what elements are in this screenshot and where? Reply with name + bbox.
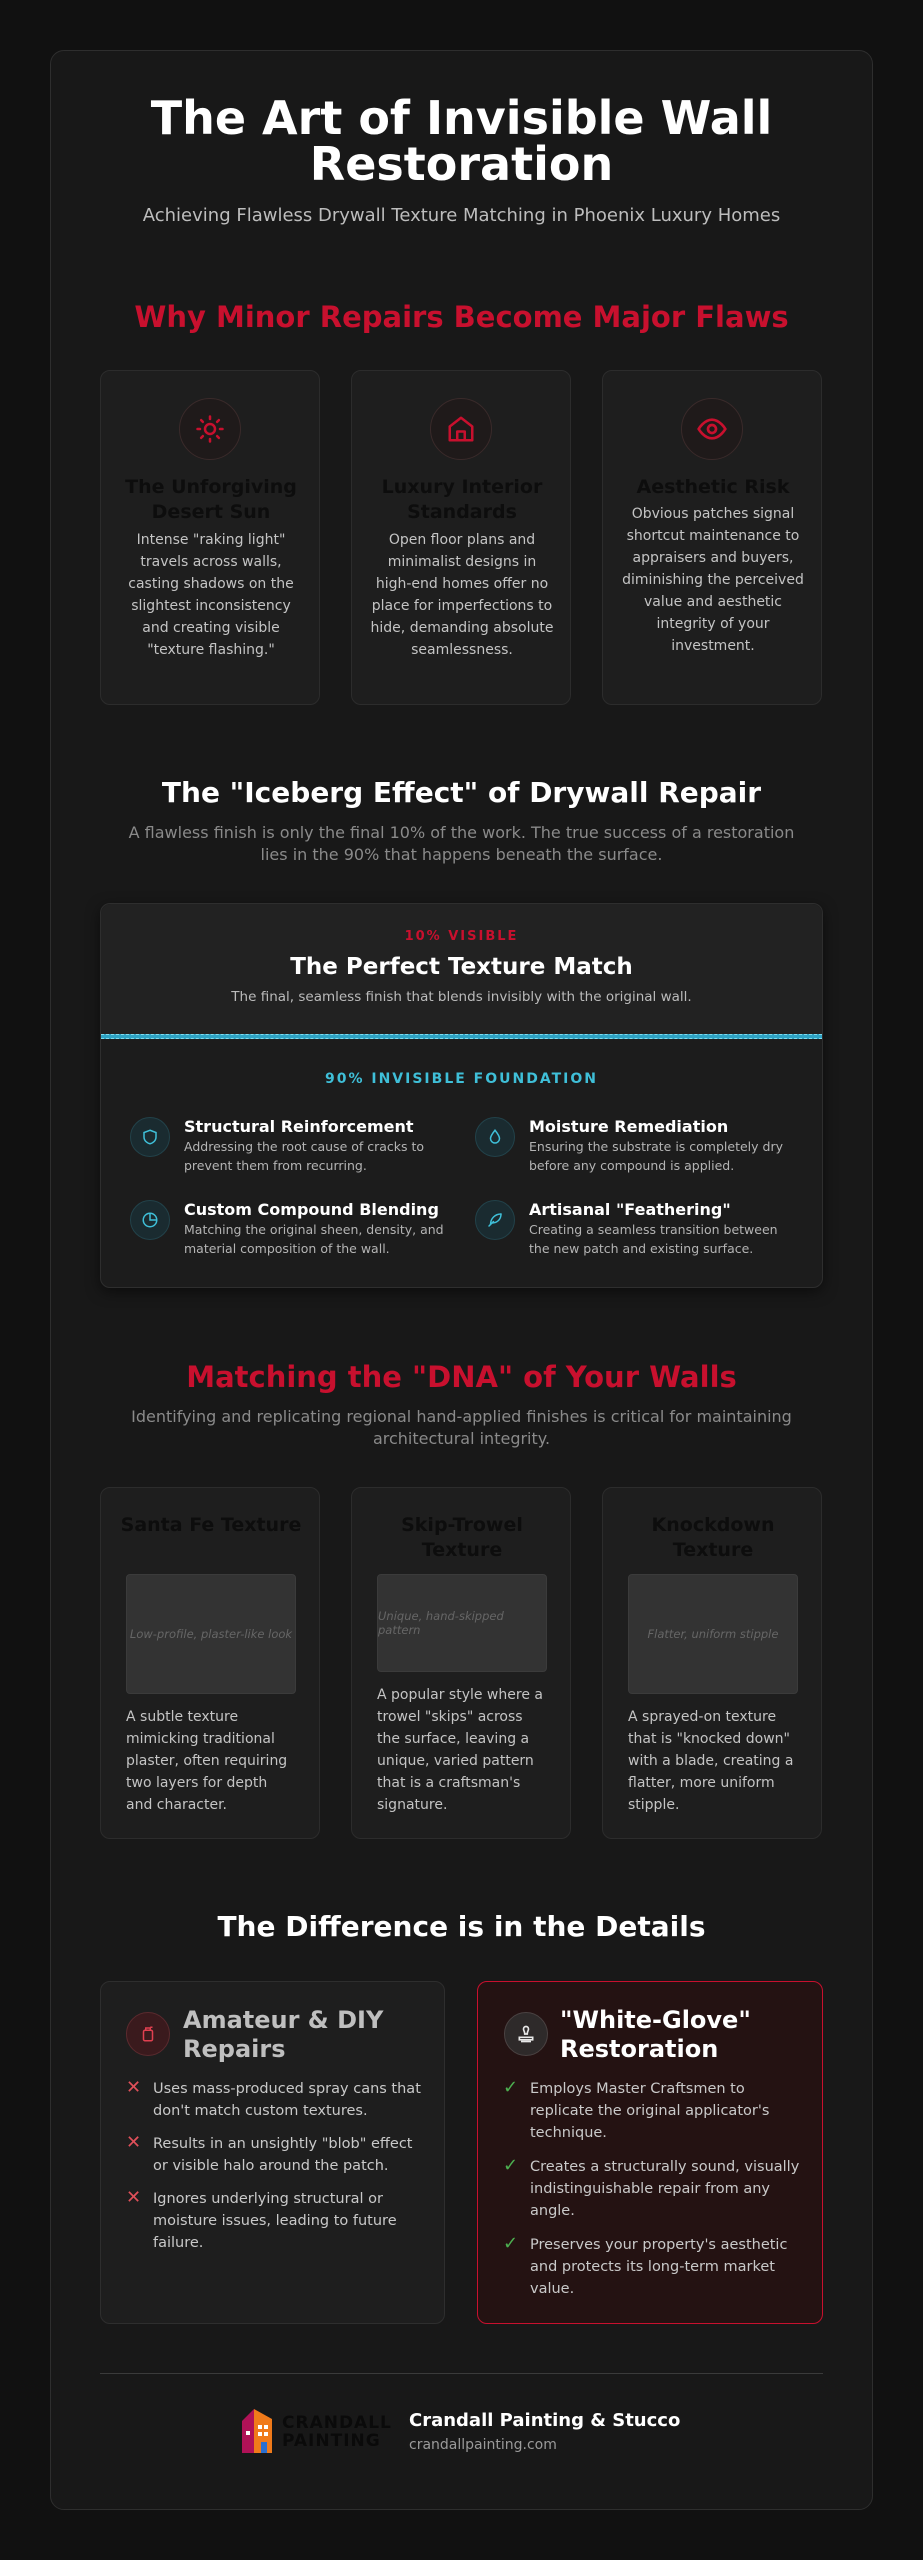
- iceberg-subtitle: A flawless finish is only the final 10% of the work. The true success of a restoration lies in the 90% that happens beneath the surface.: [128, 823, 795, 864]
- why-card-sun: [100, 370, 320, 705]
- visible-text: The final, seamless finish that blends invisibly with the original wall.: [231, 989, 692, 1005]
- shield-icon: [130, 1117, 170, 1157]
- white-glove-title: "White-Glove" Restoration: [560, 2006, 751, 2063]
- why-card-text: Open floor plans and minimalist designs in high-end homes offer no place for imperfections to hide, demanding absolute seamlessness.: [370, 532, 554, 658]
- company-url[interactable]: crandallpainting.com: [409, 2437, 557, 2453]
- foundation-tag: 90% INVISIBLE FOUNDATION: [325, 1071, 598, 1087]
- why-card-title: Aesthetic Risk: [636, 476, 790, 498]
- amateur-panel: Amateur & DIY Repairs ✕ Uses mass-produced spray cans that don't match custom textures. ✕ Results in an unsightly "blob" effect or visible halo around the patch. ✕ Ignores underlying structural or moisture issues, leading to future failure.: [100, 1981, 445, 2324]
- feature-title: Artisanal "Feathering": [529, 1200, 731, 1219]
- feature-text: Ensuring the substrate is completely dry before any compound is applied.: [529, 1139, 783, 1173]
- visible-tag: 10% VISIBLE: [404, 929, 519, 944]
- feature-title: Custom Compound Blending: [184, 1200, 439, 1219]
- texture-card-santa-fe: [100, 1487, 320, 1839]
- texture-swatch: Low-profile, plaster-like look: [126, 1574, 296, 1694]
- texture-text: A popular style where a trowel "skips" across the surface, leaving a unique, varied pattern that is a craftsman's signature.: [377, 1687, 543, 1813]
- texture-swatch: Flatter, uniform stipple: [628, 1574, 798, 1694]
- page-title: The Art of Invisible Wall Restoration: [150, 91, 773, 191]
- texture-title: Skip-Trowel Texture: [401, 1514, 523, 1561]
- visible-title: The Perfect Texture Match: [290, 954, 633, 980]
- feather-icon: [475, 1200, 515, 1240]
- home-icon: [430, 398, 492, 460]
- white-glove-panel: "White-Glove" Restoration ✓ Employs Master Craftsmen to replicate the original applicator's technique. ✓ Creates a structurally sound, visually indistinguishable repair from any angle. ✓ Preserves your property's aesthetic and protects its long-term market value.: [477, 1981, 823, 2324]
- spray-can-icon: [126, 2012, 170, 2056]
- why-card-risk: [602, 370, 822, 705]
- feature-title: Structural Reinforcement: [184, 1117, 414, 1136]
- feature-text: Creating a seamless transition between the new patch and existing surface.: [529, 1222, 778, 1256]
- feature-text: Addressing the root cause of cracks to prevent them from recurring.: [184, 1139, 425, 1173]
- why-card-luxury: [351, 370, 571, 705]
- texture-title: Knockdown Texture: [651, 1514, 775, 1561]
- dna-heading: Matching the "DNA" of Your Walls: [186, 1360, 737, 1394]
- feature-title: Moisture Remediation: [529, 1117, 729, 1136]
- iceberg-heading: The "Iceberg Effect" of Drywall Repair: [161, 776, 762, 809]
- texture-text: A subtle texture mimicking traditional plaster, often requiring two layers for depth and character.: [126, 1709, 288, 1813]
- check-icon: ✓: [503, 2077, 519, 2098]
- page-subtitle: Achieving Flawless Drywall Texture Matching in Phoenix Luxury Homes: [142, 205, 781, 226]
- texture-swatch: Unique, hand-skipped pattern: [377, 1574, 547, 1672]
- why-card-title: Luxury Interior Standards: [381, 476, 543, 523]
- sun-icon: [179, 398, 241, 460]
- stamp-icon: [504, 2012, 548, 2056]
- iceberg-panel: [100, 903, 823, 1288]
- why-card-text: Intense "raking light" travels across walls, casting shadows on the slightest inconsistency and creating visible "texture flashing.": [128, 532, 294, 658]
- logo-building-icon: [238, 2405, 278, 2455]
- details-heading: The Difference is in the Details: [217, 1910, 706, 1943]
- footer-divider: [100, 2373, 823, 2374]
- pie-chart-icon: [130, 1200, 170, 1240]
- company-logo[interactable]: [238, 2405, 392, 2455]
- amateur-title: Amateur & DIY Repairs: [183, 2006, 384, 2063]
- x-icon: ✕: [126, 2132, 142, 2153]
- check-icon: ✓: [503, 2233, 519, 2254]
- logo-text: CRANDALL PAINTING: [282, 2413, 392, 2451]
- why-card-text: Obvious patches signal shortcut maintenance to appraisers and buyers, diminishing the perceived value and aesthetic integrity of your investment.: [622, 506, 804, 654]
- company-name: Crandall Painting & Stucco: [409, 2410, 681, 2431]
- texture-title: Santa Fe Texture: [120, 1514, 302, 1536]
- check-icon: ✓: [503, 2155, 519, 2176]
- eye-icon: [681, 398, 743, 460]
- texture-text: A sprayed-on texture that is "knocked down" with a blade, creating a flatter, more uniform stipple.: [628, 1709, 794, 1813]
- why-heading: Why Minor Repairs Become Major Flaws: [134, 300, 789, 334]
- texture-card-knockdown: [602, 1487, 822, 1839]
- x-icon: ✕: [126, 2187, 142, 2208]
- why-card-title: The Unforgiving Desert Sun: [125, 476, 297, 523]
- feature-text: Matching the original sheen, density, and material composition of the wall.: [184, 1222, 444, 1256]
- x-icon: ✕: [126, 2077, 142, 2098]
- droplet-icon: [475, 1117, 515, 1157]
- waterline-divider: [101, 1034, 822, 1039]
- dna-subtitle: Identifying and replicating regional hand-applied finishes is critical for maintaining architectural integrity.: [131, 1407, 792, 1448]
- texture-card-skip-trowel: [351, 1487, 571, 1839]
- visible-section: [101, 904, 822, 1036]
